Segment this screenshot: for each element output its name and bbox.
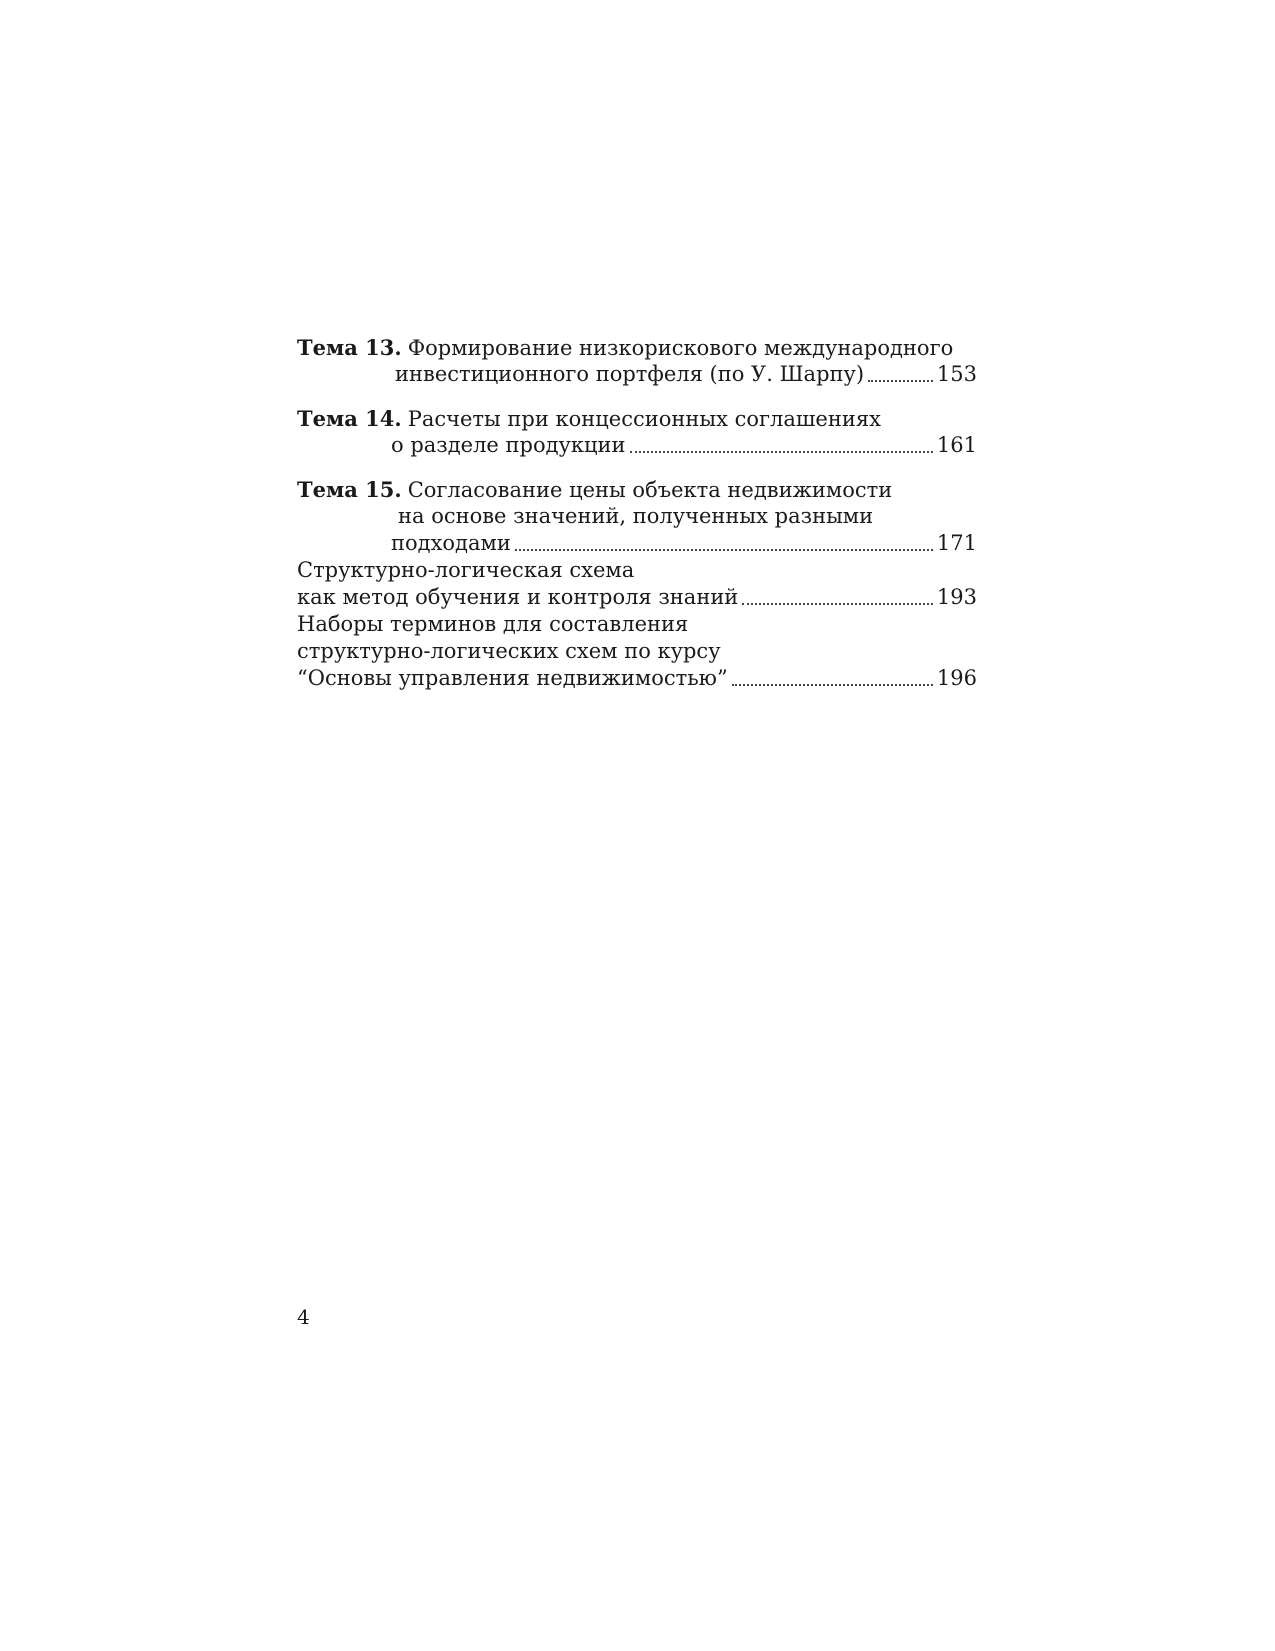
toc-line [297, 638, 977, 665]
table-of-contents [297, 334, 977, 692]
page-number: 153 [936, 362, 977, 386]
toc-entry-title: Структурно-логическая схема [297, 558, 635, 582]
toc-entry-topic-13 [297, 334, 977, 388]
toc-entry-title: о разделе продукции [391, 433, 626, 457]
toc-line [297, 432, 977, 459]
dot-leader [742, 603, 933, 605]
topic-label: Тема 15. [297, 477, 402, 502]
toc-entry-title: Наборы терминов для составления [297, 612, 689, 636]
toc-line [297, 557, 977, 584]
toc-entry-title: Формирование низкорискового международного [407, 336, 954, 360]
toc-line [297, 361, 977, 388]
toc-line [297, 334, 977, 361]
topic-label: Тема 13. [297, 335, 402, 360]
toc-line [297, 476, 977, 503]
toc-entry-title: инвестиционного портфеля (по У. Шарпу) [395, 362, 865, 386]
dot-leader [515, 549, 933, 551]
toc-entry-title: “Основы управления недвижимостью” [297, 666, 728, 690]
toc-entry-title: Согласование цены объекта недвижимости [407, 478, 893, 502]
toc-entry-topic-14 [297, 405, 977, 459]
toc-entry-schema [297, 557, 977, 611]
page-number: 161 [936, 433, 977, 457]
toc-line [297, 530, 977, 557]
page-number: 171 [936, 531, 977, 555]
toc-entry-title: Расчеты при концессионных соглашениях [407, 407, 881, 431]
toc-entry-title: на основе значений, полученных разными [398, 504, 874, 528]
toc-entry-topic-15 [297, 476, 977, 557]
toc-line [297, 611, 977, 638]
toc-entry-terms [297, 611, 977, 692]
toc-entry-title: как метод обучения и контроля знаний [297, 585, 739, 609]
toc-line [297, 503, 977, 530]
toc-entry-title: структурно-логических схем по курсу [297, 639, 721, 663]
page-number: 196 [936, 666, 977, 690]
topic-label: Тема 14. [297, 406, 402, 431]
dot-leader [630, 451, 933, 453]
dot-leader [868, 380, 933, 382]
toc-line [297, 584, 977, 611]
dot-leader [732, 684, 933, 686]
page-number: 193 [936, 585, 977, 609]
toc-line [297, 665, 977, 692]
toc-line [297, 405, 977, 432]
page-folio: 4 [297, 1305, 310, 1329]
toc-entry-title: подходами [391, 531, 511, 555]
